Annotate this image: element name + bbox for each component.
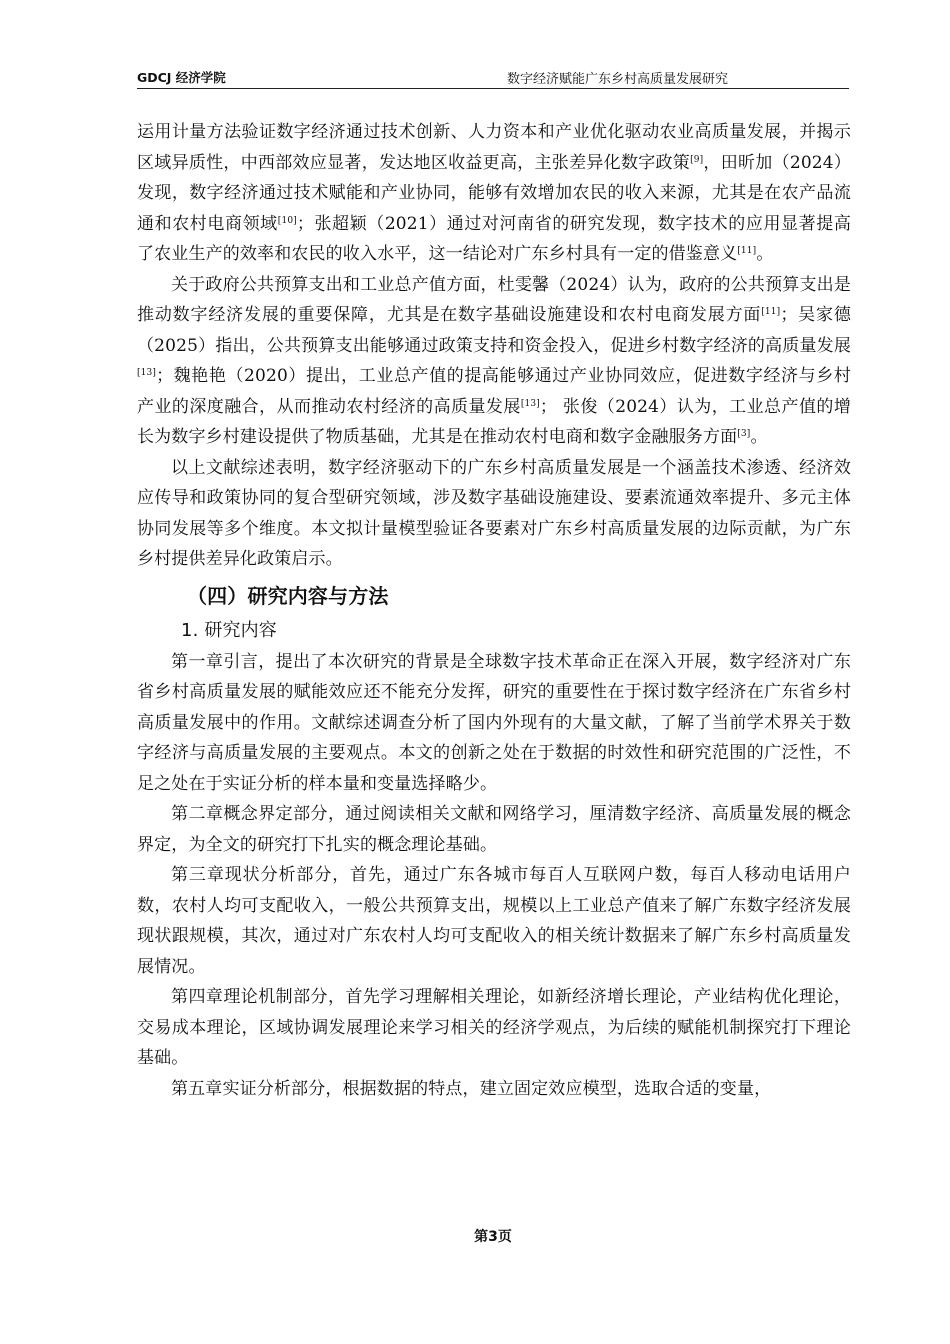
- paragraph-chapter-1: 第一章引言，提出了本次研究的背景是全球数字技术革命正在深入开展，数字经济对广东省乡村高质量发展的赋能效应还不能充分发挥，研究的重要性在于探讨数字经济在广东省乡村高质量发展中的作用。文献综述调查分析了国内外现有的大量文献，了解了当前学术界关于数字经济与高质量发展的主要观点。本文的创新之处在于数据的时效性和研究范围的广泛性，不足之处在于实证分析的样本量和变量选择略少。: [137, 651, 851, 794]
- text-run: ； 张俊（2024）认为，工业总产值的增长为数字乡村建设提供了物质基础，尤其是在推动农村电商和数字金融服务方面: [137, 396, 851, 447]
- text-run: 。: [750, 427, 768, 447]
- citation: [3]: [737, 429, 751, 439]
- text-run: 运用计量方法验证数字经济通过技术创新、人力资本和产业优化驱动农业高质量发展，并揭示区域异质性，中西部效应显著，发达地区收益更高，主张差异化数字政策: [137, 122, 851, 173]
- section-heading: （四）研究内容与方法: [187, 583, 389, 608]
- document-body: [137, 117, 851, 1104]
- text-run: ，田昕加（2024）发现，数字经济通过技术赋能和产业协同，能够有效增加农民的收入来源，尤其是在农产品流通和农村电商领域: [137, 152, 851, 234]
- text-run: 。: [756, 244, 774, 264]
- header-institution: GDCJ 经济学院: [137, 70, 226, 85]
- paragraph-literature-1: [137, 117, 851, 270]
- citation: [11]: [737, 246, 757, 256]
- citation: [13]: [520, 398, 540, 409]
- subsection-heading: 1. 研究内容: [181, 619, 277, 641]
- page-header: [137, 66, 849, 89]
- citation: [11]: [761, 307, 781, 317]
- paragraph-literature-2: [137, 270, 851, 453]
- text-run: ；吴家德（2025）指出，公共预算支出能够通过政策支持和资金投入，促进乡村数字经济的高质量发展: [137, 305, 852, 356]
- paragraph-chapter-3: 第三章现状分析部分，首先，通过广东各城市每百人互联网户数，每百人移动电话用户数，农村人均可支配收入，一般公共预算支出，规模以上工业总产值来了解广东数字经济发展现状跟规模，其次，通过对广东农村人均可支配收入的相关统计数据来了解广东乡村高质量发展情况。: [137, 865, 851, 977]
- header-paper-title: 数字经济赋能广东乡村高质量发展研究: [507, 72, 729, 87]
- page-number: 第3页: [474, 1229, 512, 1245]
- text-run: ；张超颖（2021）通过对河南省的研究发现，数字技术的应用显著提高了农业生产的效率和农民的收入水平，这一结论对广东乡村具有一定的借鉴意义: [137, 213, 852, 264]
- text-run: 关于政府公共预算支出和工业总产值方面，杜雯馨（2024）认为，政府的公共预算支出是推动数字经济发展的重要保障，尤其是在数字基础设施建设和农村电商发展方面: [137, 274, 851, 325]
- text-run: ；魏艳艳（2020）提出，工业总产值的提高能够通过产业协同效应，促进数字经济与乡村产业的深度融合，从而推动农村经济的高质量发展: [137, 366, 851, 417]
- paragraph-chapter-2: 第二章概念界定部分，通过阅读相关文献和网络学习，厘清数字经济、高质量发展的概念界定，为全文的研究打下扎实的概念理论基础。: [137, 804, 851, 855]
- citation: [9]: [690, 154, 704, 165]
- paragraph-chapter-4: 第四章理论机制部分，首先学习理解相关理论，如新经济增长理论，产业结构优化理论，交易成本理论，区域协调发展理论来学习相关的经济学观点，为后续的赋能机制探究打下理论基础。: [137, 987, 851, 1068]
- paragraph-literature-summary: 以上文献综述表明，数字经济驱动下的广东乡村高质量发展是一个涵盖技术渗透、经济效应传导和政策协同的复合型研究领域，涉及数字基础设施建设、要素流通效率提升、多元主体协同发展等多个维度。本文拟计量模型验证各要素对广东乡村高质量发展的边际贡献，为广东乡村提供差异化政策启示。: [137, 457, 851, 569]
- paragraph-chapter-5: 第五章实证分析部分，根据数据的特点，建立固定效应模型，选取合适的变量，: [171, 1078, 772, 1099]
- citation: [13]: [137, 368, 157, 378]
- citation: [10]: [277, 215, 297, 226]
